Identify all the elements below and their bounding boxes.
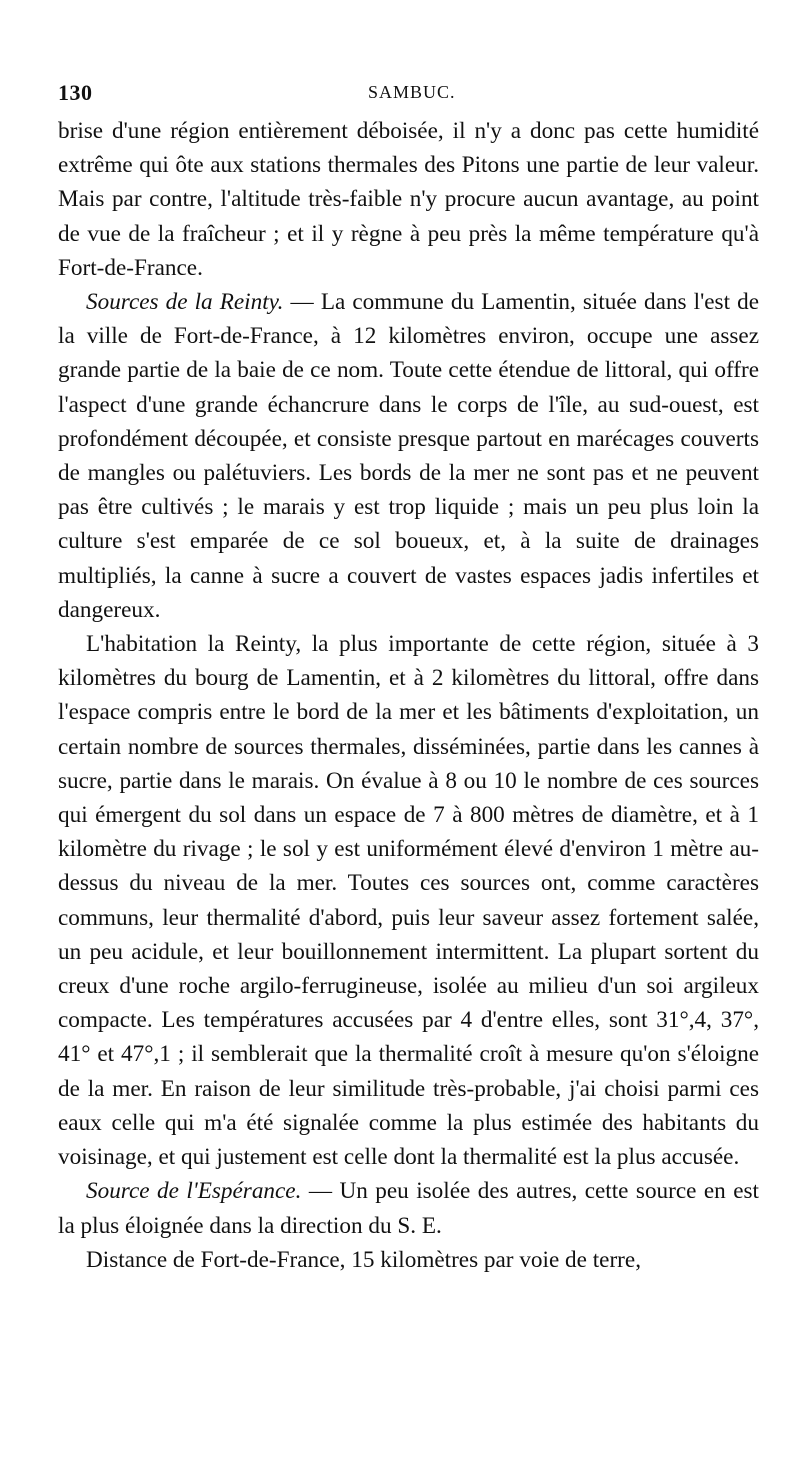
section-heading-esperance: Source de l'Espérance. <box>86 1178 302 1205</box>
paragraph-text: L'habitation la Reinty, la plus importante de cette région, située à 3 kilomètres du bourg de Lamentin, et à 2 kilomètres du littoral, offre dans l'espace compris entre le bord de la mer et les bâtiments d'exploitation, un certain nombre de sources thermales, disséminées, partie dans les cannes à sucre, partie dans le marais. On évalue à 8 ou 10 le nombre de ces sources qui émergent du sol dans un espace de 7 à 800 mètres de diamètre, et à 1 kilomètre du rivage ; le sol y est uniformément élevé d'environ 1 mètre au-dessus du niveau de la mer. Toutes ces sources ont, comme caractères communs, leur thermalité d'abord, puis leur saveur assez fortement salée, un peu acidule, et leur bouillonnement intermittent. La plupart sortent du creux d'une roche argilo-ferrugineuse, isolée au milieu d'un soi argileux compacte. Les températures accusées par 4 d'entre elles, sont 31°,4, 37°, 41° et 47°,1 ; il semblerait que la thermalité croît à mesure qu'on s'éloigne de la mer. En raison de leur similitude très-probable, j'ai choisi parmi ces eaux celle qui m'a été signalée comme la plus estimée des habitants du voisinage, et qui justement est celle dont la thermalité est la plus accusée. <box>58 631 759 1171</box>
paragraph-habitation-reinty <box>58 627 759 1174</box>
section-heading-reinty: Sources de la Reinty. <box>86 289 284 316</box>
paragraph-sources-reinty <box>58 285 759 627</box>
paragraph-distance <box>58 1243 759 1277</box>
page-number: 130 <box>58 80 93 105</box>
page-header <box>58 80 758 108</box>
paragraph-text: — La commune du Lamentin, située dans l'est de la ville de Fort-de-France, à 12 kilomètres environ, occupe une assez grande partie de la baie de ce nom. Toute cette étendue de littoral, qui offre l'aspect d'une grande échancrure dans le corps de l'île, au sud-ouest, est profondément découpée, et consiste presque partout en marécages couverts de mangles ou palétuviers. Les bords de la mer ne sont pas et ne peuvent pas être cultivés ; le marais y est trop liquide ; mais un peu plus loin la culture s'est emparée de ce sol boueux, et, à la suite de drainages multipliés, la canne à sucre a couvert de vastes espaces jadis infertiles et dangereux. <box>58 289 759 623</box>
paragraph-text: Distance de Fort-de-France, 15 kilomètres par voie de terre, <box>86 1246 641 1273</box>
paragraph-source-esperance <box>58 1174 759 1242</box>
paragraph-continuation <box>58 114 759 285</box>
paragraph-text: brise d'une région entièrement déboisée, il n'y a donc pas cette humidité extrême qui ôte aux stations thermales des Pitons une partie de leur valeur. Mais par contre, l'altitude très-faible n'y procure aucun avantage, au point de vue de la fraîcheur ; et il y règne à peu près la même température qu'à Fort-de-France. <box>58 118 759 281</box>
running-title: SAMBUC. <box>368 82 456 102</box>
body-text <box>58 114 759 1277</box>
paragraph-text: — Un peu isolée des autres, cette source en est la plus éloignée dans la direction du S. E. <box>58 1178 759 1239</box>
